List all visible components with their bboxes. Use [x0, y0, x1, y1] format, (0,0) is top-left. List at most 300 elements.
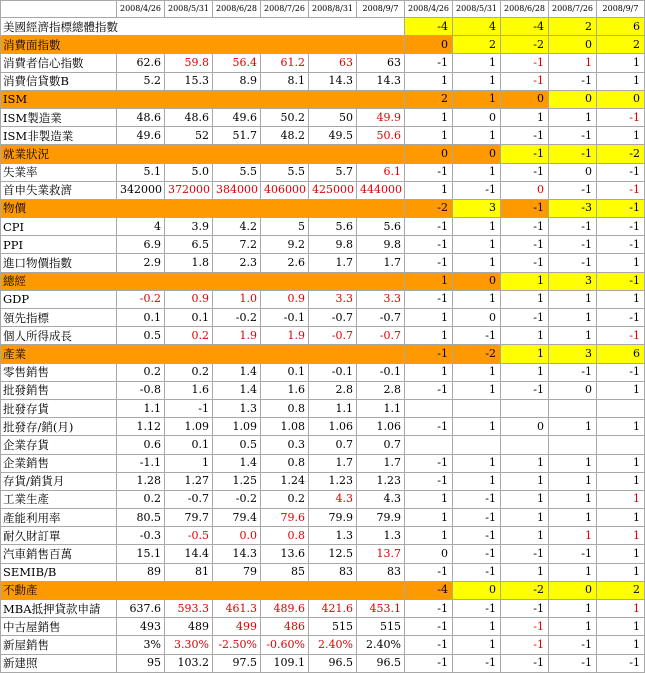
indicator-value-cell[interactable]: 14.4	[165, 545, 213, 563]
indicator-label[interactable]: 新建照	[1, 654, 117, 672]
indicator-value-cell[interactable]: 103.2	[165, 654, 213, 672]
indicator-label[interactable]: SEMIB/B	[1, 563, 117, 581]
indicator-score-cell[interactable]: -1	[453, 563, 501, 581]
score-date-cell[interactable]: 2008/9/7	[597, 1, 645, 18]
section-score-cell[interactable]: -1	[501, 145, 549, 163]
indicator-score-cell[interactable]: -1	[501, 618, 549, 636]
indicator-value-cell[interactable]: 0.2	[165, 327, 213, 345]
indicator-value-cell[interactable]: 79.7	[165, 509, 213, 527]
section-score-cell[interactable]: 2	[405, 90, 453, 108]
indicator-value-cell[interactable]: 0.2	[117, 363, 165, 381]
indicator-value-cell[interactable]: 2.9	[117, 254, 165, 272]
indicator-value-cell[interactable]: -0.1	[357, 363, 405, 381]
indicator-value-cell[interactable]: 1.3	[357, 527, 405, 545]
indicator-value-cell[interactable]: 1.7	[357, 454, 405, 472]
indicator-value-cell[interactable]: 3%	[117, 636, 165, 654]
indicator-value-cell[interactable]: 384000	[213, 181, 261, 199]
indicator-value-cell[interactable]: 0.1	[165, 309, 213, 327]
indicator-value-cell[interactable]: 3.30%	[165, 636, 213, 654]
indicator-score-cell[interactable]: 0	[501, 418, 549, 436]
indicator-score-cell[interactable]: -1	[405, 236, 453, 254]
section-score-cell[interactable]: 2	[597, 36, 645, 54]
indicator-value-cell[interactable]: 0.5	[213, 436, 261, 454]
indicator-score-cell[interactable]: 1	[405, 309, 453, 327]
indicator-value-cell[interactable]: 1.4	[213, 454, 261, 472]
indicator-value-cell[interactable]: 1.3	[213, 399, 261, 417]
indicator-score-cell[interactable]: 1	[405, 509, 453, 527]
indicator-score-cell[interactable]: -1	[405, 636, 453, 654]
section-score-cell[interactable]: 1	[501, 272, 549, 290]
indicator-score-cell[interactable]	[549, 399, 597, 417]
indicator-value-cell[interactable]: 79	[213, 563, 261, 581]
indicator-value-cell[interactable]: 79.9	[357, 509, 405, 527]
indicator-value-cell[interactable]: 1.7	[309, 454, 357, 472]
indicator-value-cell[interactable]: 1.25	[213, 472, 261, 490]
total-score-cell[interactable]: 4	[453, 18, 501, 36]
indicator-value-cell[interactable]: 52	[165, 127, 213, 145]
indicator-value-cell[interactable]: 3.9	[165, 218, 213, 236]
indicator-score-cell[interactable]: 0	[453, 108, 501, 126]
value-date-cell[interactable]: 2008/9/7	[357, 1, 405, 18]
indicator-score-cell[interactable]: -1	[453, 327, 501, 345]
indicator-score-cell[interactable]: -1	[549, 72, 597, 90]
indicator-label[interactable]: GDP	[1, 290, 117, 308]
indicator-value-cell[interactable]: 61.2	[261, 54, 309, 72]
section-score-cell[interactable]: -4	[405, 581, 453, 599]
indicator-value-cell[interactable]: 1.06	[357, 418, 405, 436]
indicator-value-cell[interactable]: 83	[309, 563, 357, 581]
indicator-value-cell[interactable]: -0.2	[117, 290, 165, 308]
section-score-cell[interactable]: 6	[597, 345, 645, 363]
indicator-value-cell[interactable]: 0.3	[261, 436, 309, 454]
total-score-cell[interactable]: 6	[597, 18, 645, 36]
indicator-score-cell[interactable]: -1	[405, 218, 453, 236]
total-score-cell[interactable]: -4	[405, 18, 453, 36]
indicator-score-cell[interactable]: -1	[405, 618, 453, 636]
indicator-score-cell[interactable]: -1	[453, 509, 501, 527]
indicator-value-cell[interactable]: -0.5	[165, 527, 213, 545]
indicator-value-cell[interactable]: 6.9	[117, 236, 165, 254]
indicator-score-cell[interactable]	[597, 436, 645, 454]
indicator-value-cell[interactable]: 79.9	[309, 509, 357, 527]
indicator-score-cell[interactable]: 1	[453, 472, 501, 490]
indicator-value-cell[interactable]: 12.5	[309, 545, 357, 563]
indicator-value-cell[interactable]: 453.1	[357, 600, 405, 618]
indicator-score-cell[interactable]: -1	[501, 127, 549, 145]
indicator-score-cell[interactable]: 1	[597, 254, 645, 272]
indicator-score-cell[interactable]: -1	[501, 654, 549, 672]
indicator-score-cell[interactable]: 1	[453, 163, 501, 181]
indicator-score-cell[interactable]	[501, 436, 549, 454]
indicator-value-cell[interactable]: 0.7	[309, 436, 357, 454]
indicator-score-cell[interactable]: -1	[597, 363, 645, 381]
indicator-score-cell[interactable]: 1	[501, 363, 549, 381]
score-date-cell[interactable]: 2008/5/31	[453, 1, 501, 18]
indicator-value-cell[interactable]: 50.6	[357, 127, 405, 145]
indicator-score-cell[interactable]: -1	[501, 218, 549, 236]
indicator-score-cell[interactable]: 1	[453, 290, 501, 308]
indicator-value-cell[interactable]: 2.8	[309, 381, 357, 399]
indicator-score-cell[interactable]: -1	[549, 218, 597, 236]
indicator-label[interactable]: MBA抵押貸款申請	[1, 600, 117, 618]
indicator-value-cell[interactable]: 80.5	[117, 509, 165, 527]
indicator-value-cell[interactable]: 499	[213, 618, 261, 636]
indicator-score-cell[interactable]: -1	[501, 254, 549, 272]
indicator-score-cell[interactable]: 1	[549, 309, 597, 327]
section-score-cell[interactable]: 3	[549, 345, 597, 363]
indicator-value-cell[interactable]: 5.0	[165, 163, 213, 181]
indicator-score-cell[interactable]: 1	[597, 418, 645, 436]
indicator-score-cell[interactable]: 1	[405, 181, 453, 199]
indicator-value-cell[interactable]: 0.9	[261, 290, 309, 308]
indicator-score-cell[interactable]: 1	[501, 563, 549, 581]
section-score-cell[interactable]: 1	[405, 272, 453, 290]
indicator-label[interactable]: 個人所得成長	[1, 327, 117, 345]
indicator-value-cell[interactable]: 4.3	[357, 490, 405, 508]
indicator-score-cell[interactable]: 1	[549, 327, 597, 345]
indicator-value-cell[interactable]: 342000	[117, 181, 165, 199]
indicator-value-cell[interactable]: 1.9	[213, 327, 261, 345]
indicator-value-cell[interactable]: 49.9	[357, 108, 405, 126]
indicator-score-cell[interactable]: -1	[549, 636, 597, 654]
section-score-cell[interactable]: -1	[597, 272, 645, 290]
indicator-value-cell[interactable]: 62.6	[117, 54, 165, 72]
indicator-value-cell[interactable]: 49.6	[213, 108, 261, 126]
indicator-label[interactable]: 零售銷售	[1, 363, 117, 381]
indicator-value-cell[interactable]: 50	[309, 108, 357, 126]
section-label[interactable]: ISM	[1, 90, 405, 108]
indicator-label[interactable]: 批發銷售	[1, 381, 117, 399]
indicator-score-cell[interactable]: 1	[453, 54, 501, 72]
indicator-score-cell[interactable]: -1	[405, 381, 453, 399]
indicator-score-cell[interactable]: 1	[549, 454, 597, 472]
indicator-label[interactable]: 企業銷售	[1, 454, 117, 472]
indicator-value-cell[interactable]: -1	[165, 399, 213, 417]
indicator-score-cell[interactable]: -1	[597, 236, 645, 254]
section-score-cell[interactable]: 0	[549, 90, 597, 108]
indicator-value-cell[interactable]: 2.40%	[309, 636, 357, 654]
indicator-label[interactable]: 工業生產	[1, 490, 117, 508]
indicator-value-cell[interactable]: 56.4	[213, 54, 261, 72]
section-score-cell[interactable]: 0	[405, 36, 453, 54]
indicator-value-cell[interactable]: 6.5	[165, 236, 213, 254]
indicator-value-cell[interactable]: 0.2	[165, 363, 213, 381]
indicator-score-cell[interactable]: -1	[405, 54, 453, 72]
indicator-score-cell[interactable]: -1	[549, 254, 597, 272]
indicator-value-cell[interactable]: 95	[117, 654, 165, 672]
indicator-value-cell[interactable]: 1.24	[261, 472, 309, 490]
indicator-score-cell[interactable]: -1	[405, 418, 453, 436]
indicator-score-cell[interactable]: 1	[597, 636, 645, 654]
indicator-score-cell[interactable]: 1	[453, 381, 501, 399]
indicator-label[interactable]: PPI	[1, 236, 117, 254]
indicator-value-cell[interactable]: 109.1	[261, 654, 309, 672]
section-score-cell[interactable]: 1	[453, 90, 501, 108]
indicator-score-cell[interactable]: -1	[597, 309, 645, 327]
indicator-score-cell[interactable]: 1	[597, 54, 645, 72]
indicator-label[interactable]: 消費者信心指數	[1, 54, 117, 72]
indicator-value-cell[interactable]: 2.6	[261, 254, 309, 272]
indicator-value-cell[interactable]: 1.8	[165, 254, 213, 272]
indicator-value-cell[interactable]: -0.2	[213, 490, 261, 508]
indicator-label[interactable]: 存貨/銷貨月	[1, 472, 117, 490]
indicator-value-cell[interactable]: 444000	[357, 181, 405, 199]
indicator-score-cell[interactable]: 1	[405, 527, 453, 545]
indicator-score-cell[interactable]: 1	[597, 490, 645, 508]
indicator-score-cell[interactable]: 0	[453, 309, 501, 327]
indicator-label[interactable]: 批發存貨	[1, 399, 117, 417]
indicator-value-cell[interactable]: 1.1	[117, 399, 165, 417]
indicator-value-cell[interactable]: 13.7	[357, 545, 405, 563]
value-date-cell[interactable]: 2008/6/28	[213, 1, 261, 18]
indicator-label[interactable]: 中古屋銷售	[1, 618, 117, 636]
indicator-value-cell[interactable]: 1.09	[165, 418, 213, 436]
indicator-score-cell[interactable]: -1	[405, 454, 453, 472]
total-score-cell[interactable]: 2	[549, 18, 597, 36]
indicator-value-cell[interactable]: 461.3	[213, 600, 261, 618]
indicator-value-cell[interactable]: 1.4	[213, 363, 261, 381]
section-score-cell[interactable]: 0	[549, 581, 597, 599]
indicator-score-cell[interactable]: 1	[597, 381, 645, 399]
indicator-value-cell[interactable]: 5	[261, 218, 309, 236]
indicator-score-cell[interactable]: -1	[453, 600, 501, 618]
indicator-value-cell[interactable]: 1	[165, 454, 213, 472]
indicator-value-cell[interactable]: 1.09	[213, 418, 261, 436]
section-label[interactable]: 不動產	[1, 581, 405, 599]
indicator-score-cell[interactable]: 1	[597, 527, 645, 545]
section-score-cell[interactable]: -2	[501, 581, 549, 599]
indicator-score-cell[interactable]: -1	[549, 236, 597, 254]
indicator-label[interactable]: 汽車銷售百萬	[1, 545, 117, 563]
section-score-cell[interactable]: 0	[549, 36, 597, 54]
indicator-score-cell[interactable]: -1	[501, 600, 549, 618]
indicator-score-cell[interactable]: -1	[501, 54, 549, 72]
indicator-score-cell[interactable]: 1	[405, 127, 453, 145]
indicator-value-cell[interactable]: 0.1	[117, 309, 165, 327]
indicator-score-cell[interactable]: -1	[405, 290, 453, 308]
indicator-value-cell[interactable]: 3.3	[357, 290, 405, 308]
indicator-value-cell[interactable]: 515	[309, 618, 357, 636]
indicator-value-cell[interactable]: -2.50%	[213, 636, 261, 654]
section-label[interactable]: 物價	[1, 199, 405, 217]
sheet-title[interactable]: 美國經濟指標總體指數	[1, 18, 405, 36]
indicator-value-cell[interactable]: -0.7	[309, 327, 357, 345]
indicator-value-cell[interactable]: 5.2	[117, 72, 165, 90]
indicator-value-cell[interactable]: 5.6	[309, 218, 357, 236]
indicator-value-cell[interactable]: 515	[357, 618, 405, 636]
indicator-score-cell[interactable]: -1	[405, 563, 453, 581]
indicator-value-cell[interactable]: 1.1	[309, 399, 357, 417]
indicator-score-cell[interactable]: -1	[405, 600, 453, 618]
indicator-value-cell[interactable]: 5.5	[261, 163, 309, 181]
section-score-cell[interactable]: -2	[453, 345, 501, 363]
indicator-value-cell[interactable]: 5.6	[357, 218, 405, 236]
indicator-score-cell[interactable]: -1	[597, 181, 645, 199]
indicator-value-cell[interactable]: 1.6	[165, 381, 213, 399]
indicator-score-cell[interactable]: 1	[453, 418, 501, 436]
indicator-score-cell[interactable]: 1	[549, 490, 597, 508]
indicator-score-cell[interactable]: -1	[405, 163, 453, 181]
value-date-cell[interactable]: 2008/8/31	[309, 1, 357, 18]
indicator-value-cell[interactable]: 1.28	[117, 472, 165, 490]
indicator-score-cell[interactable]	[405, 399, 453, 417]
indicator-value-cell[interactable]: 0.9	[165, 290, 213, 308]
indicator-score-cell[interactable]: 1	[549, 509, 597, 527]
section-score-cell[interactable]: -1	[405, 345, 453, 363]
indicator-value-cell[interactable]: 4	[117, 218, 165, 236]
indicator-score-cell[interactable]: 1	[453, 636, 501, 654]
indicator-label[interactable]: 領先指標	[1, 309, 117, 327]
indicator-score-cell[interactable]: 1	[549, 108, 597, 126]
indicator-value-cell[interactable]: 13.6	[261, 545, 309, 563]
indicator-score-cell[interactable]: -1	[453, 527, 501, 545]
indicator-value-cell[interactable]: 96.5	[309, 654, 357, 672]
indicator-value-cell[interactable]: 0.1	[165, 436, 213, 454]
indicator-label[interactable]: ISM製造業	[1, 108, 117, 126]
indicator-score-cell[interactable]: -1	[501, 236, 549, 254]
indicator-value-cell[interactable]: 0.5	[117, 327, 165, 345]
section-score-cell[interactable]: 0	[405, 145, 453, 163]
section-label[interactable]: 產業	[1, 345, 405, 363]
indicator-score-cell[interactable]: 1	[597, 472, 645, 490]
indicator-score-cell[interactable]: -1	[501, 72, 549, 90]
indicator-score-cell[interactable]: 1	[597, 545, 645, 563]
indicator-score-cell[interactable]: 1	[501, 454, 549, 472]
section-score-cell[interactable]: 0	[597, 90, 645, 108]
indicator-value-cell[interactable]: -0.7	[309, 309, 357, 327]
indicator-score-cell[interactable]: 1	[597, 290, 645, 308]
indicator-value-cell[interactable]: 14.3	[309, 72, 357, 90]
indicator-score-cell[interactable]: 1	[453, 454, 501, 472]
indicator-value-cell[interactable]: 493	[117, 618, 165, 636]
indicator-value-cell[interactable]: 4.3	[309, 490, 357, 508]
indicator-score-cell[interactable]: 1	[597, 563, 645, 581]
indicator-score-cell[interactable]: -1	[549, 127, 597, 145]
score-date-cell[interactable]: 2008/4/26	[405, 1, 453, 18]
indicator-score-cell[interactable]: 1	[597, 72, 645, 90]
indicator-label[interactable]: ISM非製造業	[1, 127, 117, 145]
indicator-score-cell[interactable]: 1	[597, 600, 645, 618]
indicator-score-cell[interactable]: -1	[453, 181, 501, 199]
indicator-value-cell[interactable]: 593.3	[165, 600, 213, 618]
indicator-value-cell[interactable]: 489	[165, 618, 213, 636]
indicator-value-cell[interactable]: -0.3	[117, 527, 165, 545]
indicator-value-cell[interactable]: 48.6	[165, 108, 213, 126]
indicator-value-cell[interactable]: 1.1	[357, 399, 405, 417]
indicator-value-cell[interactable]: 9.8	[309, 236, 357, 254]
indicator-label[interactable]: 耐久財訂單	[1, 527, 117, 545]
indicator-score-cell[interactable]: -1	[453, 654, 501, 672]
score-date-cell[interactable]: 2008/6/28	[501, 1, 549, 18]
indicator-value-cell[interactable]: 406000	[261, 181, 309, 199]
indicator-value-cell[interactable]: 372000	[165, 181, 213, 199]
section-score-cell[interactable]: 0	[453, 145, 501, 163]
indicator-label[interactable]: 批發存/銷(月)	[1, 418, 117, 436]
indicator-score-cell[interactable]: 1	[453, 618, 501, 636]
section-score-cell[interactable]: 3	[453, 199, 501, 217]
section-score-cell[interactable]: -1	[549, 145, 597, 163]
section-score-cell[interactable]: 0	[453, 581, 501, 599]
indicator-score-cell[interactable]: 1	[549, 600, 597, 618]
indicator-label[interactable]: CPI	[1, 218, 117, 236]
indicator-value-cell[interactable]: 637.6	[117, 600, 165, 618]
indicator-value-cell[interactable]: 1.7	[309, 254, 357, 272]
indicator-value-cell[interactable]: 1.23	[357, 472, 405, 490]
indicator-value-cell[interactable]: 8.1	[261, 72, 309, 90]
indicator-value-cell[interactable]: 59.8	[165, 54, 213, 72]
indicator-score-cell[interactable]: -1	[501, 545, 549, 563]
indicator-score-cell[interactable]: 1	[453, 254, 501, 272]
indicator-value-cell[interactable]: 4.2	[213, 218, 261, 236]
indicator-value-cell[interactable]: -0.7	[357, 327, 405, 345]
indicator-value-cell[interactable]: 2.40%	[357, 636, 405, 654]
indicator-value-cell[interactable]: 0.6	[117, 436, 165, 454]
indicator-value-cell[interactable]: 421.6	[309, 600, 357, 618]
indicator-label[interactable]: 企業存貨	[1, 436, 117, 454]
indicator-label[interactable]: 進口物價指數	[1, 254, 117, 272]
indicator-score-cell[interactable]: 1	[549, 527, 597, 545]
indicator-value-cell[interactable]: 1.23	[309, 472, 357, 490]
indicator-value-cell[interactable]: -0.1	[261, 309, 309, 327]
indicator-value-cell[interactable]: 63	[357, 54, 405, 72]
indicator-value-cell[interactable]: 2.8	[357, 381, 405, 399]
indicator-score-cell[interactable]: -1	[405, 654, 453, 672]
indicator-label[interactable]: 新屋銷售	[1, 636, 117, 654]
indicator-score-cell[interactable]: 1	[597, 127, 645, 145]
indicator-value-cell[interactable]: 0.0	[213, 527, 261, 545]
indicator-value-cell[interactable]: 0.8	[261, 527, 309, 545]
indicator-score-cell[interactable]: 1	[501, 108, 549, 126]
indicator-value-cell[interactable]: 0.7	[357, 436, 405, 454]
indicator-score-cell[interactable]: -1	[405, 254, 453, 272]
indicator-value-cell[interactable]: 489.6	[261, 600, 309, 618]
indicator-score-cell[interactable]	[501, 399, 549, 417]
indicator-score-cell[interactable]: 1	[597, 454, 645, 472]
indicator-value-cell[interactable]: 81	[165, 563, 213, 581]
indicator-value-cell[interactable]: 51.7	[213, 127, 261, 145]
indicator-label[interactable]: 首申失業救濟	[1, 181, 117, 199]
indicator-value-cell[interactable]: 14.3	[213, 545, 261, 563]
indicator-value-cell[interactable]: 89	[117, 563, 165, 581]
indicator-score-cell[interactable]: -1	[549, 545, 597, 563]
indicator-score-cell[interactable]: 0	[549, 163, 597, 181]
indicator-score-cell[interactable]: 1	[501, 509, 549, 527]
indicator-score-cell[interactable]: 1	[549, 418, 597, 436]
indicator-score-cell[interactable]: -1	[501, 309, 549, 327]
indicator-value-cell[interactable]: 63	[309, 54, 357, 72]
indicator-value-cell[interactable]: 83	[357, 563, 405, 581]
indicator-value-cell[interactable]: 48.2	[261, 127, 309, 145]
indicator-value-cell[interactable]: 1.0	[213, 290, 261, 308]
indicator-score-cell[interactable]: -1	[453, 490, 501, 508]
section-label[interactable]: 消費面指數	[1, 36, 405, 54]
indicator-value-cell[interactable]: 49.5	[309, 127, 357, 145]
indicator-value-cell[interactable]: 7.2	[213, 236, 261, 254]
indicator-value-cell[interactable]: 2.3	[213, 254, 261, 272]
indicator-value-cell[interactable]: 6.1	[357, 163, 405, 181]
indicator-score-cell[interactable]	[405, 436, 453, 454]
indicator-score-cell[interactable]: -1	[501, 381, 549, 399]
indicator-value-cell[interactable]: -1.1	[117, 454, 165, 472]
indicator-score-cell[interactable]	[453, 436, 501, 454]
indicator-value-cell[interactable]: 85	[261, 563, 309, 581]
total-score-cell[interactable]: -4	[501, 18, 549, 36]
indicator-score-cell[interactable]: 1	[597, 618, 645, 636]
value-date-cell[interactable]: 2008/5/31	[165, 1, 213, 18]
indicator-label[interactable]: 失業率	[1, 163, 117, 181]
indicator-value-cell[interactable]: 50.2	[261, 108, 309, 126]
indicator-value-cell[interactable]: 15.3	[165, 72, 213, 90]
